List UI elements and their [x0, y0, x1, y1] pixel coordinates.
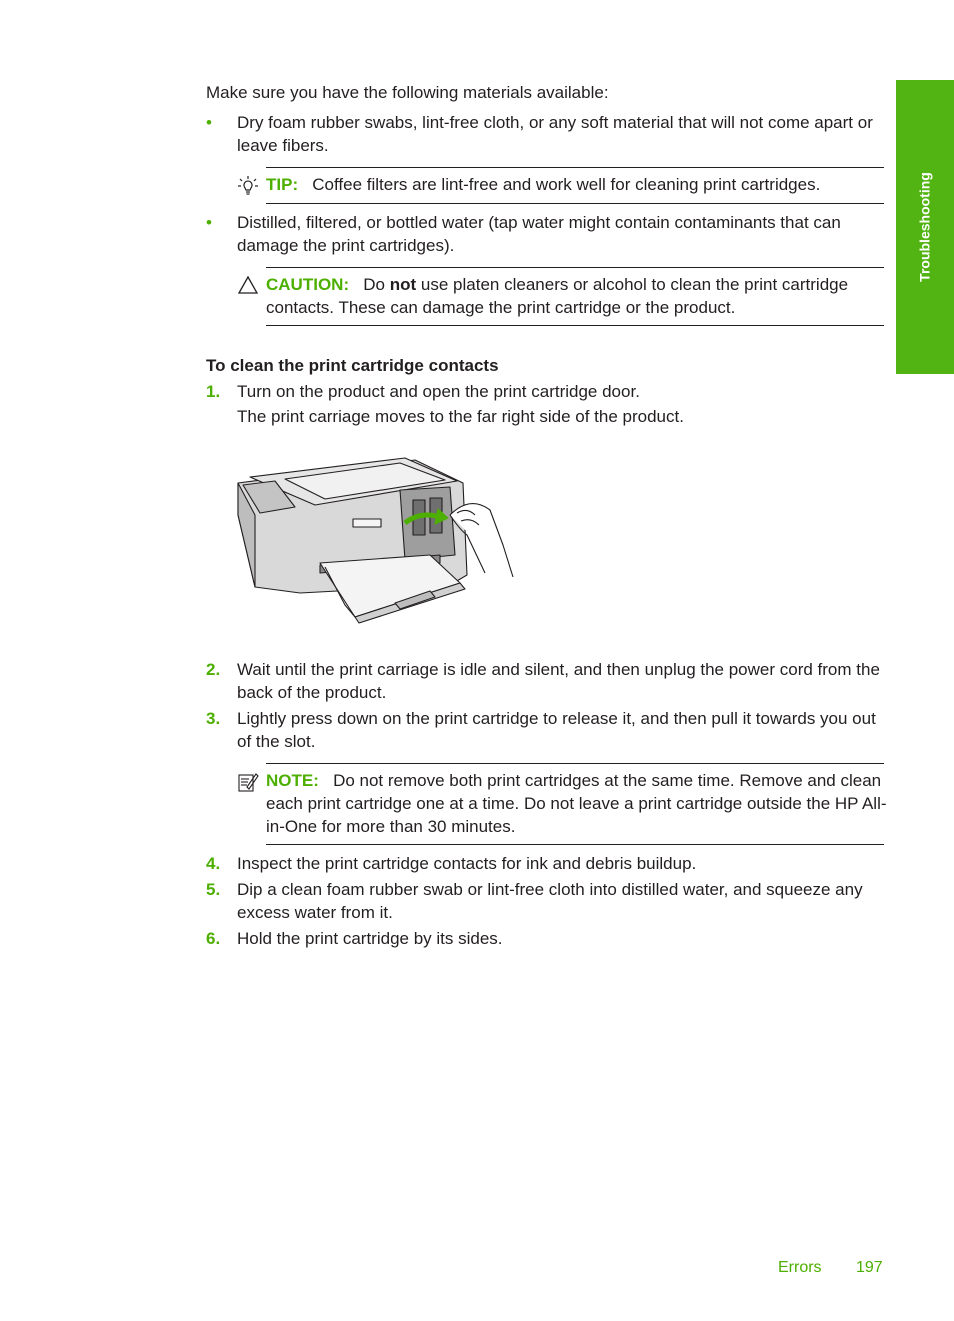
- step-text: Dip a clean foam rubber swab or lint-free cloth into distilled water, and squeeze any excess water from it.: [237, 880, 863, 922]
- note-bottom-rule: [266, 844, 884, 845]
- step-number: 4.: [206, 854, 221, 873]
- step-subtext: The print carriage moves to the far right side of the product.: [237, 407, 684, 426]
- step-number: 5.: [206, 880, 221, 899]
- caution-emphasis: not: [389, 275, 417, 294]
- tip-text: [266, 173, 888, 196]
- tip-label: TIP:: [266, 175, 299, 194]
- section-tab-label: Troubleshooting: [916, 172, 933, 282]
- step-text: Inspect the print cartridge contacts for ink and debris buildup.: [237, 854, 697, 873]
- step-number: 2.: [206, 660, 221, 679]
- caution-body: use platen cleaners or alcohol to clean the print cartridge contacts. These can damage the print cartridge or the product.: [266, 275, 849, 317]
- note-pencil-icon: [237, 771, 259, 793]
- step-number: 6.: [206, 929, 221, 948]
- bullet-marker: •: [206, 113, 212, 132]
- note-body: Do not remove both print cartridges at the same time. Remove and clean each print cartridge one at a time. Do not leave a print cartridge outside the HP All-in-One for more than 30 minutes.: [266, 771, 887, 836]
- step-text: Hold the print cartridge by its sides.: [237, 929, 503, 948]
- caution-pre: Do: [363, 275, 386, 294]
- step-text: Turn on the product and open the print cartridge door.: [237, 382, 640, 401]
- tip-bottom-rule: [266, 203, 884, 204]
- bullet-marker: •: [206, 213, 212, 232]
- footer-section: Errors: [778, 1259, 822, 1276]
- lightbulb-icon: [237, 175, 259, 197]
- printer-illustration: [235, 455, 520, 630]
- procedure-heading: To clean the print cartridge contacts: [206, 356, 499, 375]
- note-text: [266, 769, 888, 838]
- caution-bottom-rule: [266, 325, 884, 326]
- warning-triangle-icon: [237, 275, 259, 297]
- bullet-item: Distilled, filtered, or bottled water (tap water might contain contaminants that can damage the print cartridges).: [237, 213, 841, 255]
- step-text: Lightly press down on the print cartridge to release it, and then pull it towards you out of the slot.: [237, 709, 876, 751]
- step-text: Wait until the print carriage is idle and silent, and then unplug the power cord from the back of the product.: [237, 660, 880, 702]
- tip-top-rule: [266, 167, 884, 168]
- bullet-item: Dry foam rubber swabs, lint-free cloth, or any soft material that will not come apart or leave fibers.: [237, 113, 873, 155]
- step-number: 3.: [206, 709, 221, 728]
- caution-label: CAUTION:: [266, 275, 350, 294]
- note-top-rule: [266, 763, 884, 764]
- caution-text: [266, 273, 888, 319]
- page-number: 197: [856, 1259, 883, 1276]
- tip-body: Coffee filters are lint-free and work well for cleaning print cartridges.: [312, 175, 821, 194]
- note-label: NOTE:: [266, 771, 319, 790]
- section-tab: [896, 80, 954, 374]
- caution-top-rule: [266, 267, 884, 268]
- step-number: 1.: [206, 382, 221, 401]
- intro-text: Make sure you have the following materials available:: [206, 83, 609, 102]
